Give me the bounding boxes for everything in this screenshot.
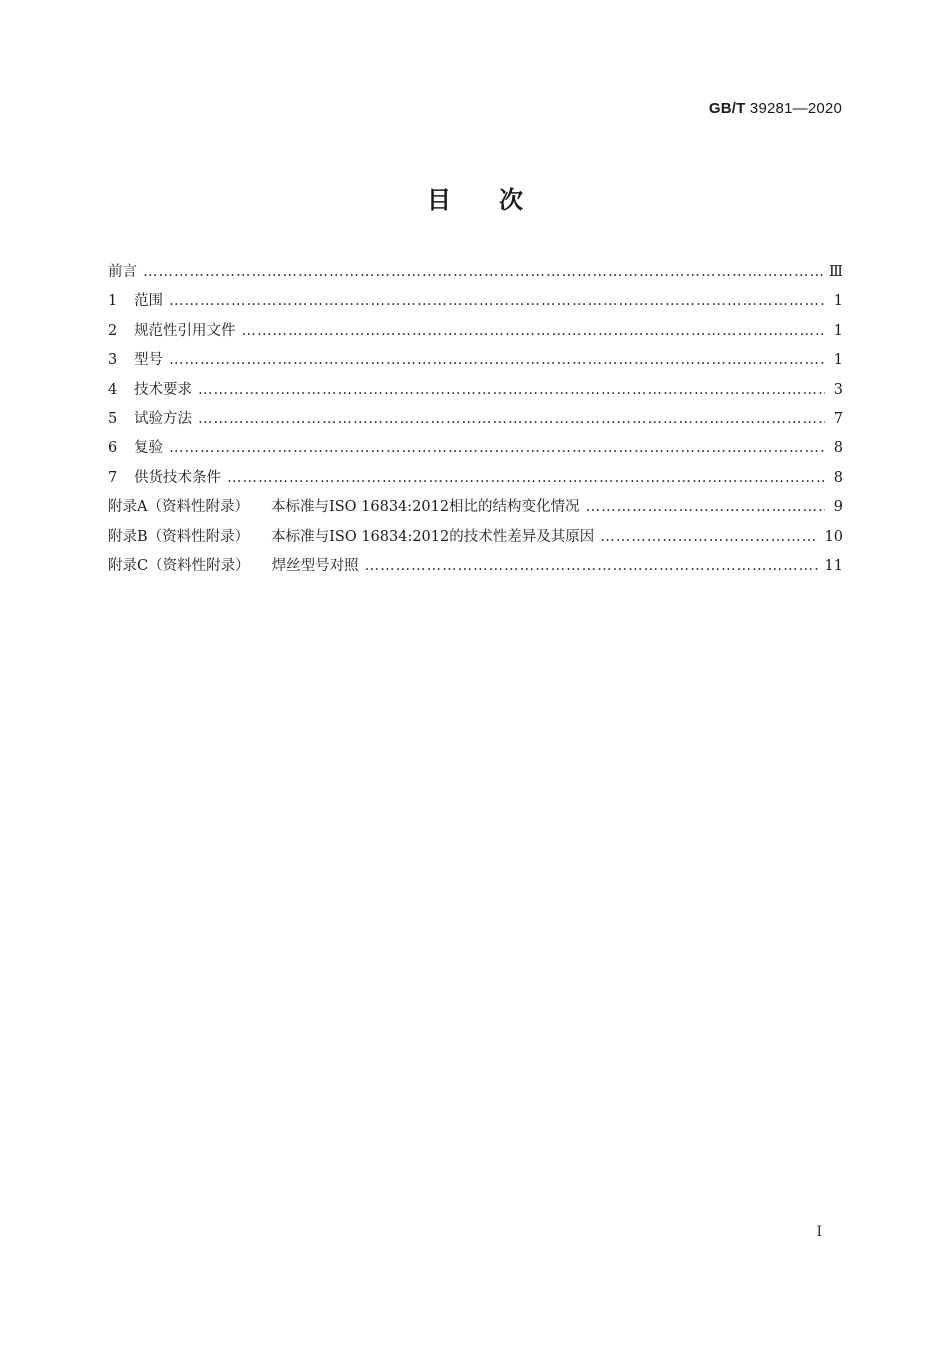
toc-page-number: 10 [824, 528, 843, 545]
toc-page-number: 1 [833, 322, 843, 339]
toc-entry-foreword[interactable] [108, 258, 843, 287]
toc-annex-title: 焊丝型号对照 [271, 557, 359, 574]
toc-dot-leader [169, 346, 825, 375]
toc-page-number: 8 [833, 469, 843, 486]
toc-dot-leader [227, 464, 825, 493]
standard-prefix: GB/T [708, 100, 746, 117]
toc-entry-supply-conditions[interactable] [108, 464, 843, 493]
toc-dot-leader [365, 552, 819, 581]
toc-entry-label: 型号 [134, 352, 163, 369]
toc-dot-leader [143, 258, 823, 287]
toc-entry-retest[interactable] [108, 434, 843, 463]
toc-dot-leader [198, 376, 825, 405]
toc-dot-leader [600, 523, 818, 552]
toc-dot-leader [242, 317, 826, 346]
toc-entry-number: 3 [108, 352, 118, 369]
toc-annex-title: 本标准与ISO 16834:2012相比的结构变化情况 [270, 499, 580, 516]
toc-page-number: 9 [833, 499, 843, 516]
toc-annex-label: 附录A（资料性附录） [108, 499, 249, 516]
toc-entry-normative-references[interactable] [108, 317, 843, 346]
toc-page-number: 7 [833, 410, 843, 427]
toc-entry-label: 规范性引用文件 [134, 322, 236, 339]
toc-entry-label: 复验 [134, 440, 163, 457]
toc-dot-leader [586, 493, 825, 522]
toc-page-number: 11 [824, 557, 843, 574]
toc-entry-number: 2 [108, 322, 118, 339]
toc-entry-test-methods[interactable] [108, 405, 843, 434]
toc-entry-annex-b[interactable] [108, 523, 843, 552]
toc-page-number: 1 [833, 352, 843, 369]
toc-page-number: 8 [833, 440, 843, 457]
toc-entry-annex-a[interactable] [108, 493, 843, 522]
toc-entry-label: 试验方法 [134, 410, 192, 427]
table-of-contents [108, 258, 843, 581]
toc-dot-leader [169, 287, 825, 316]
toc-entry-technical-requirements[interactable] [108, 376, 843, 405]
toc-entry-label: 供货技术条件 [134, 469, 221, 486]
footer-page-number: I [816, 1224, 822, 1240]
toc-entry-annex-c[interactable] [108, 552, 843, 581]
toc-entry-number: 6 [108, 440, 118, 457]
toc-entry-label: 范围 [134, 293, 163, 310]
toc-dot-leader [169, 434, 825, 463]
toc-page-number: 1 [833, 293, 843, 310]
toc-entry-number: 4 [108, 381, 118, 398]
toc-entry-label: 前言 [108, 264, 137, 280]
page-title: 目次 [427, 186, 571, 214]
toc-entry-model[interactable] [108, 346, 843, 375]
toc-entry-scope[interactable] [108, 287, 843, 316]
toc-entry-label: 技术要求 [134, 381, 192, 398]
toc-page-number: Ⅲ [829, 264, 843, 280]
toc-annex-label: 附录B（资料性附录） [108, 528, 250, 545]
standard-code [709, 100, 842, 117]
toc-annex-title: 本标准与ISO 16834:2012的技术性差异及其原因 [271, 528, 595, 545]
toc-entry-number: 5 [108, 410, 118, 427]
toc-page-number: 3 [833, 381, 843, 398]
toc-entry-number: 7 [108, 469, 118, 486]
toc-annex-label: 附录C（资料性附录） [108, 557, 250, 574]
toc-dot-leader [198, 405, 825, 434]
toc-entry-number: 1 [108, 293, 118, 310]
standard-number: 39281—2020 [749, 100, 842, 117]
